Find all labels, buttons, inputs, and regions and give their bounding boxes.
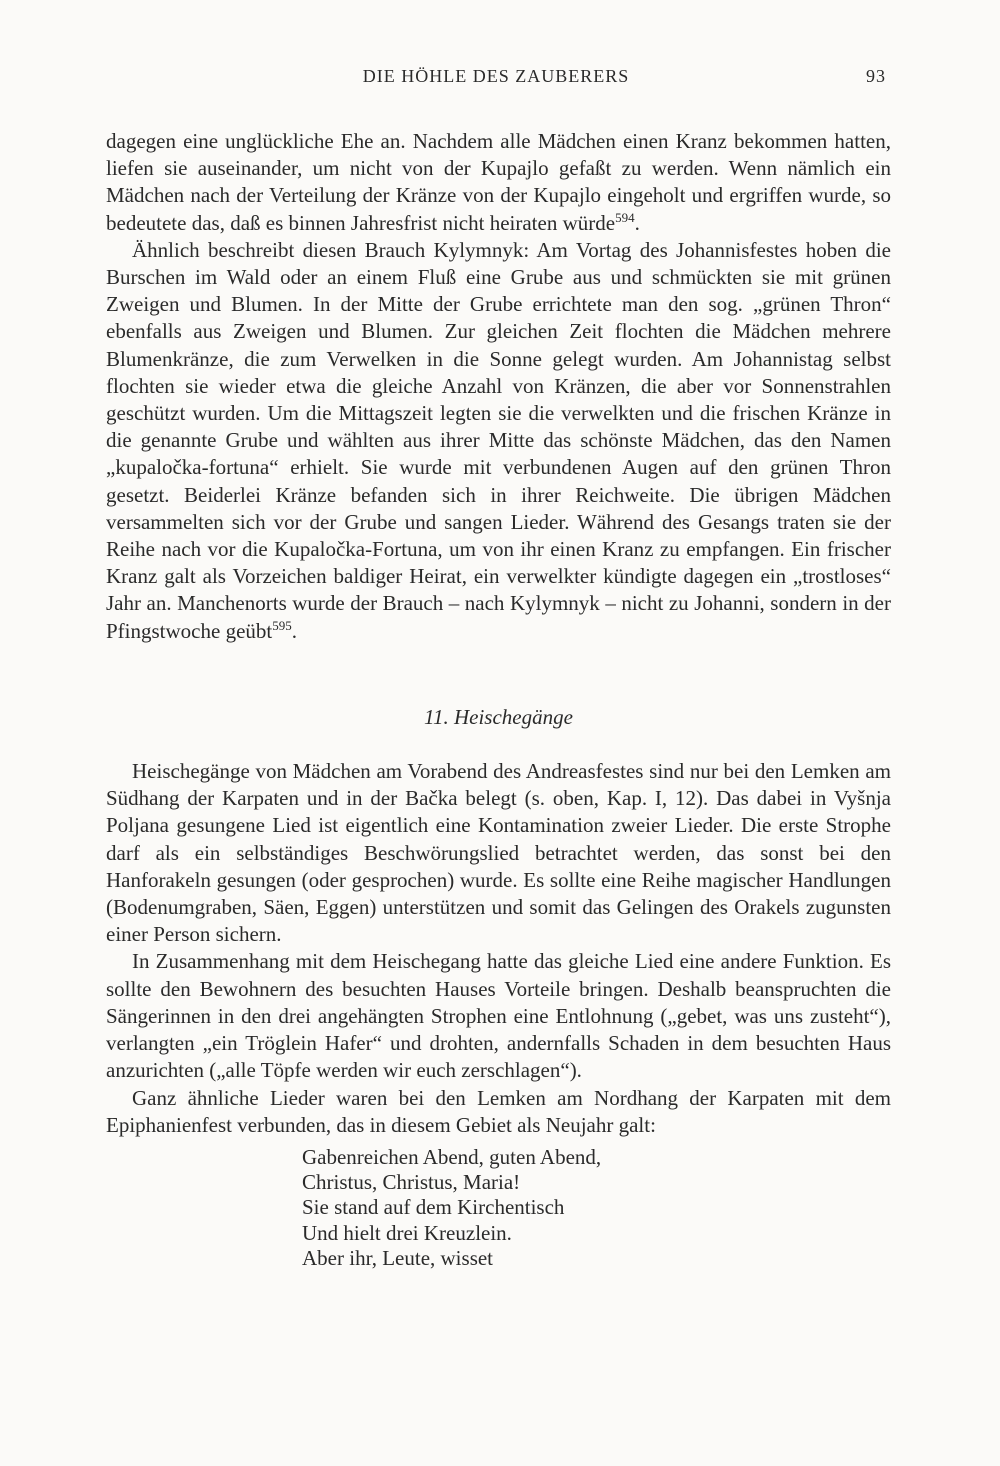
verse-line: Sie stand auf dem Kirchentisch: [302, 1195, 565, 1220]
verse-block: [302, 1145, 891, 1271]
verse-line: Und hielt drei Kreuzlein.: [302, 1220, 512, 1245]
page-number: 93: [866, 66, 886, 86]
paragraph-4: In Zusammenhang mit dem Heischegang hatte das gleiche Lied eine andere Funktion. Es sollte den Bewohnern des besuchten Hauses Vorteile bringen. Deshalb beanspruchten die Sängerinnen in den drei angehängten Strophen eine Entlohnung („gebet, was uns zusteht“), verlangten „ein Tröglein Hafer“ und drohten, andernfalls Schaden in dem besuchten Haus anzurichten („alle Töpfe werden wir euch zerschlagen“).: [106, 949, 891, 1083]
paragraph-2-end: .: [291, 618, 297, 643]
paragraph-2-text: Ähnlich beschreibt diesen Brauch Kylymnyk: Am Vortag des Johannisfestes hoben die Burschen im Wald oder an einem Fluß eine Grube aus und schmückten sie mit grünen Zweigen und Blumen. In der Mitte der Grube errichtete man den sog. „grünen Thron“ ebenfalls aus Zweigen und Blumen. Zur gleichen Zeit flochten die Mädchen mehrere Blumenkränze, die zum Verwelken in die Sonne gelegt wurden. Am Johannistag selbst flochten sie wieder etwa die gleiche Anzahl von Kränzen, die aber vor Sonnenstrahlen geschützt wurden. Um die Mittagszeit legten sie die verwelkten und die frischen Kränze in die genannte Grube und wählten aus ihrer Mitte das schönste Mädchen, das den Namen „kupaločka-fortuna“ erhielt. Sie wurde mit verbundenen Augen auf den grünen Thron gesetzt. Beiderlei Kränze befanden sich in ihrer Reichweite. Die übrigen Mädchen versammelten sich vor der Grube und sangen Lieder. Während des Gesangs traten sie der Reihe nach vor die Kupaločka-Fortuna, um von ihr einen Kranz zu empfangen. Ein frischer Kranz galt als Vorzeichen baldiger Heirat, ein verwelkter kündigte dagegen ein „trostloses“ Jahr an. Manchenorts wurde der Brauch – nach Kylymnyk – nicht zu Johanni, sondern in der Pfingstwoche geübt: [106, 237, 891, 643]
running-title: DIE HÖHLE DES ZAUBERERS: [362, 66, 630, 86]
paragraph-3: Heischegänge von Mädchen am Vorabend des Andreasfestes sind nur bei den Lemken am Südhang der Karpaten und in der Bačka belegt (s. oben, Kap. I, 12). Das dabei in Vyšnja Poljana gesungene Lied ist eigentlich eine Kontamination zweier Lieder. Die erste Strophe darf als ein selbständiges Beschwörungslied betrachtet werden, das sonst bei den Hanforakeln gesungen (oder gesprochen) wurde. Es sollte eine Reihe magischer Handlungen (Bodenumgraben, Säen, Eggen) unterstützen und somit das Gelingen des Orakels zugunsten einer Person sichern.: [106, 759, 891, 947]
verse-line: Gabenreichen Abend, guten Abend,: [302, 1144, 602, 1169]
paragraph-1-end: .: [634, 210, 640, 235]
verse-line: Aber ihr, Leute, wisset: [302, 1245, 494, 1270]
paragraph-5: Ganz ähnliche Lieder waren bei den Lemken am Nordhang der Karpaten mit dem Epiphanienfest verbunden, das in diesem Gebiet als Neujahr galt:: [106, 1085, 891, 1137]
verse-line: Christus, Christus, Maria!: [302, 1170, 521, 1195]
footnote-ref-595: 595: [272, 617, 292, 633]
page-body: [106, 128, 891, 1271]
footnote-ref-594: 594: [615, 209, 635, 225]
section-heading: 11. Heischegänge: [424, 704, 573, 729]
paragraph-2: [106, 237, 891, 645]
paragraph-1-text: dagegen eine unglückliche Ehe an. Nachdem alle Mädchen einen Kranz bekommen hatten, liefen sie auseinander, um nicht von der Kupajlo gefaßt zu werden. Wenn nämlich ein Mädchen nach der Verteilung der Kränze von der Kupajlo eingeholt und ergriffen wurde, so bedeutete das, daß es binnen Jahresfrist nicht heiraten würde: [106, 129, 891, 235]
paragraph-1: [106, 128, 891, 237]
